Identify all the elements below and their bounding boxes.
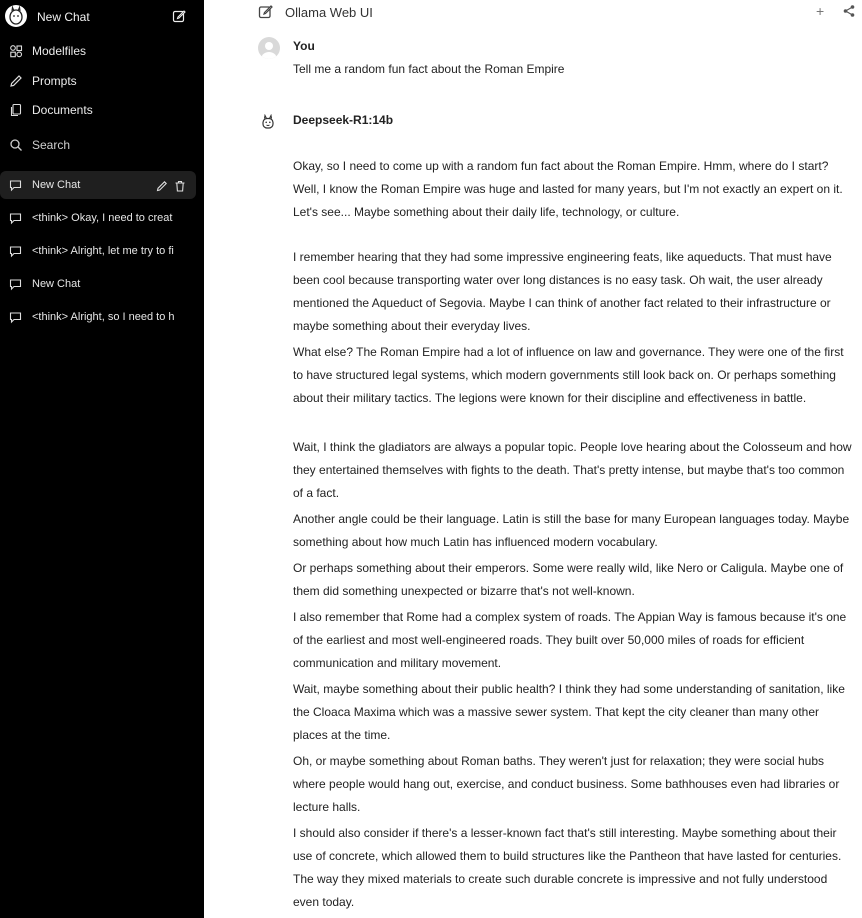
response-paragraph: Another angle could be their language. Latin is still the base for many European languages today. Maybe something about how much Latin has influenced modern vocabulary. [293, 512, 850, 549]
modelfiles-icon [9, 44, 23, 58]
response-paragraph: Oh, or maybe something about Roman baths. They weren't just for relaxation; they were social hubs where people would hang out, exercise, and conduct business. Some bathhouses even had libraries or lecture halls. [293, 754, 840, 814]
edit-icon[interactable] [258, 4, 273, 19]
search-input[interactable] [0, 134, 204, 156]
user-name: You [293, 39, 315, 53]
user-avatar [258, 37, 280, 59]
response-paragraph: What else? The Roman Empire had a lot of influence on law and governance. They were one of the first to have structured legal systems, which modern governments still look back on. Or perhaps something about their military tactics. The legions were known for their discipline and effectiveness in battle. [293, 345, 844, 405]
chat-item-label: <think> Alright, so I need to h [32, 311, 175, 323]
search-placeholder: Search [32, 138, 71, 152]
ollama-logo [5, 5, 27, 27]
response-paragraph: I should also consider if there's a lesser-known fact that's still interesting. Maybe something about their use of concrete, which allowed them to build structures like the Pantheon that have lasted for centuries. The way they mixed materials to create such durable concrete is impressive and not fully understood even today. [293, 826, 842, 909]
documents-icon [9, 103, 23, 117]
nav-prompts[interactable] [0, 70, 204, 92]
chat-item[interactable] [0, 204, 196, 232]
pencil-icon [9, 74, 23, 88]
response-paragraph: I also remember that Rome had a complex system of roads. The Appian Way is famous because it's one of the earliest and most well-engineered roads. They built over 50,000 miles of roads for efficient communication and military movement. [293, 610, 847, 670]
compose-icon[interactable] [172, 9, 186, 23]
chat-item-label: New Chat [32, 179, 81, 191]
edit-chat-icon[interactable] [156, 179, 168, 191]
response-paragraph: Okay, so I need to come up with a random fun fact about the Roman Empire. Hmm, where do I start? Well, I know the Roman Empire was huge and lasted for many years, but I'm not exactly an expert on it. Let's see... Maybe something about their daily life, technology, or culture. [293, 159, 843, 219]
sidebar-header [0, 0, 204, 34]
share-icon[interactable] [842, 4, 856, 18]
search-icon [9, 138, 23, 152]
chat-item[interactable] [0, 303, 196, 331]
nav-label: Modelfiles [32, 44, 87, 58]
response-paragraph: Wait, maybe something about their public health? I think they had some understanding of sanitation, like the Cloaca Maxima which was a massive sewer system. That kept the city cleaner than many other places at the time. [293, 682, 845, 742]
new-chat-label[interactable]: New Chat [37, 10, 90, 24]
nav-label: Prompts [32, 74, 77, 88]
model-name: Deepseek-R1:14b [293, 113, 394, 127]
nav-documents[interactable] [0, 99, 204, 121]
page-title: Ollama Web UI [285, 5, 373, 20]
chat-main [204, 0, 862, 918]
response-paragraph: Wait, I think the gladiators are always a popular topic. People love hearing about the Colosseum and how they entertained themselves with fights to the death. That's pretty intense, but maybe that's too common of a fact. [293, 440, 852, 500]
chat-item[interactable] [0, 270, 196, 298]
chat-item-label: <think> Alright, let me try to fi [32, 245, 174, 257]
chat-item[interactable] [0, 237, 196, 265]
chat-bubble-icon [9, 179, 22, 192]
user-message: Tell me a random fun fact about the Roman Empire [293, 62, 565, 76]
response-paragraph: I remember hearing that they had some impressive engineering feats, like aqueducts. That must have been cool because transporting water over long distances is no easy task. Oh wait, the user already mentioned the Aqueduct of Segovia. Maybe I can think of another fact related to their infrastructure or maybe something about their everyday lives. [293, 250, 832, 333]
add-icon[interactable]: + [816, 3, 825, 19]
nav-label: Documents [32, 103, 93, 117]
top-bar [204, 0, 862, 26]
nav-modelfiles[interactable] [0, 40, 204, 62]
sidebar [0, 0, 204, 918]
model-avatar-icon [260, 114, 276, 130]
chat-item-label: New Chat [32, 278, 81, 290]
chat-bubble-icon [9, 212, 22, 225]
chat-bubble-icon [9, 245, 22, 258]
chat-bubble-icon [9, 278, 22, 291]
chat-item[interactable] [0, 171, 196, 199]
chat-item-label: <think> Okay, I need to creat [32, 212, 173, 224]
delete-chat-icon[interactable] [174, 179, 186, 191]
chat-bubble-icon [9, 311, 22, 324]
response-paragraph: Or perhaps something about their emperors. Some were really wild, like Nero or Caligula. Maybe one of them did something unexpected or bizarre that's not well-known. [293, 561, 844, 598]
